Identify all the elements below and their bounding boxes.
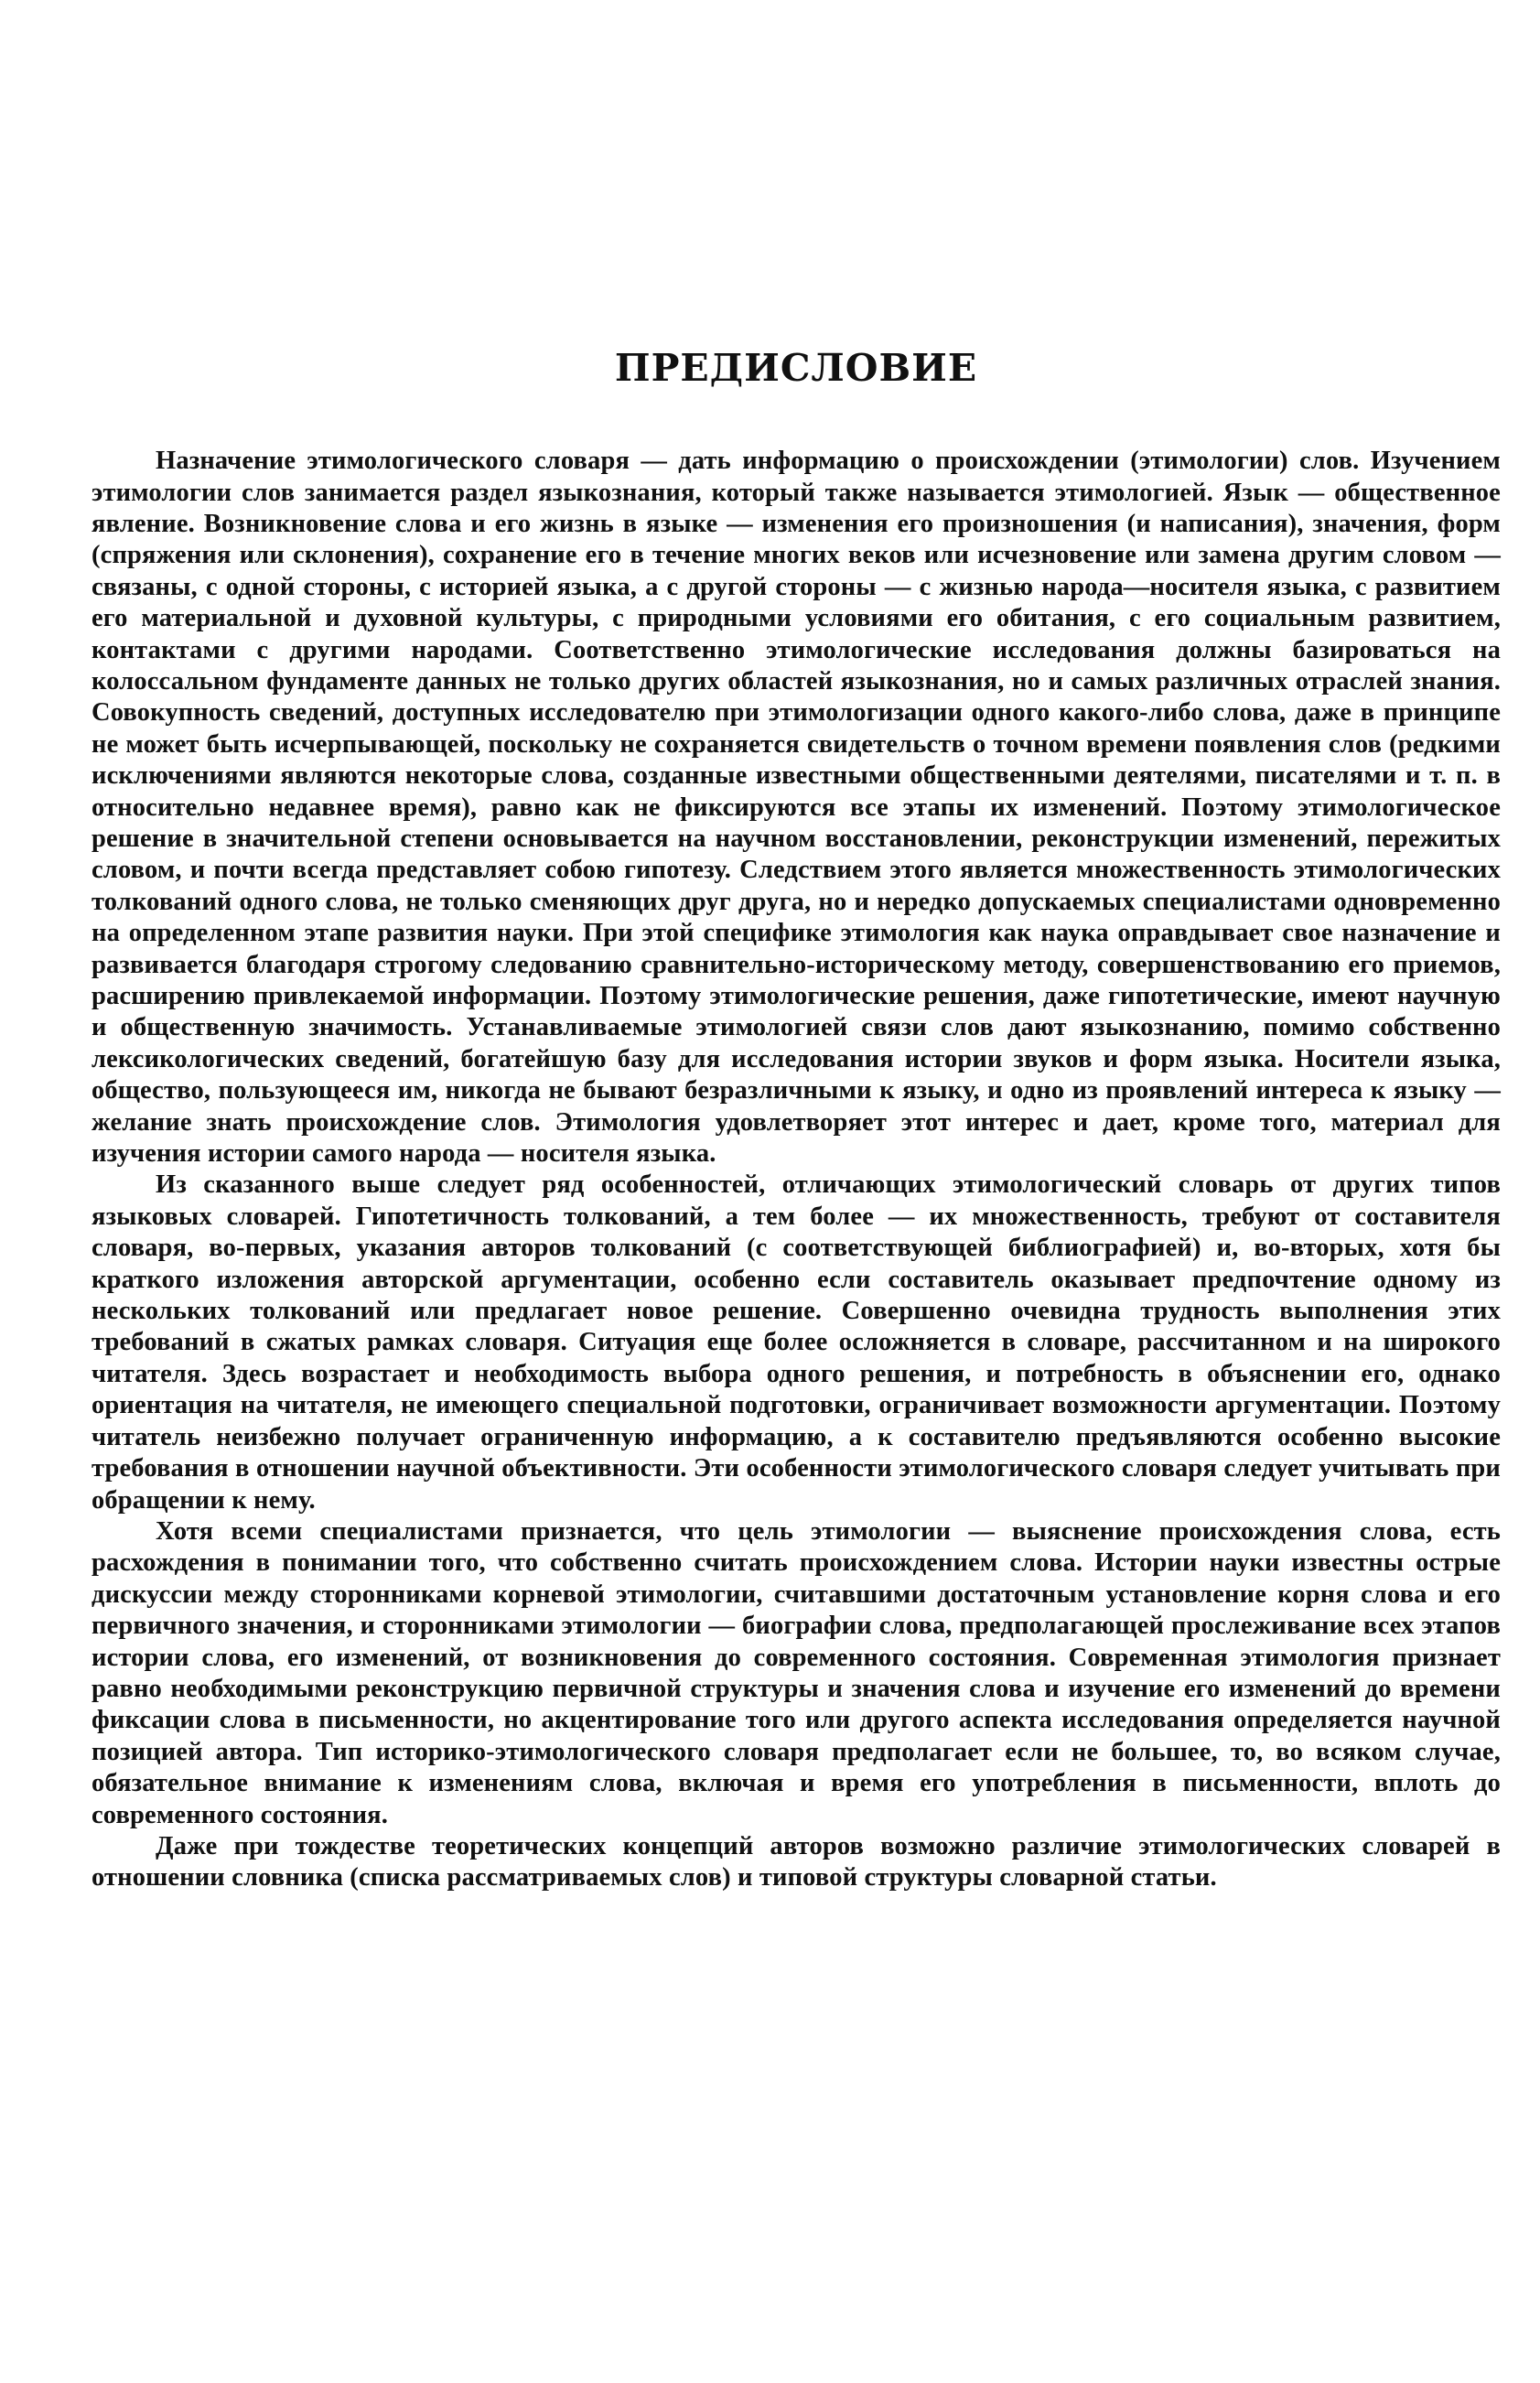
paragraph-4: Даже при тождестве теоретических концепций авторов возможно различие этимологических словарей в отношении словника (списка рассматриваемых слов) и типовой структуры словарной статьи.: [92, 1831, 1501, 1892]
paragraph-2: Из сказанного выше следует ряд особенностей, отличающих этимологический словарь от других типов языковых словарей. Гипотетичность толкований, а тем более — их множественность, требуют от составителя словаря, во-первых, указания авторов толкований (с соответствующей библиографией) и, во-вторых, хотя бы краткого изложения авторской аргументации, особенно если составитель оказывает предпочтение одному из нескольких толкований или предлагает новое решение. Совершенно очевидна трудность выполнения этих требований в сжатых рамках словаря. Ситуация еще более осложняется в словаре, рассчитанном и на широкого читателя. Здесь возрастает и необходимость выбора одного решения, и потребность в объяснении его, однако ориентация на читателя, не имеющего специальной подготовки, ограничивает возможности аргументации. Поэтому читатель неизбежно получает ограниченную информацию, а к составителю предъявляются особенно высокие требования в отношении научной объективности. Эти особенности этимологического словаря следует учитывать при обращении к нему.: [92, 1170, 1501, 1515]
paragraph-1: Назначение этимологического словаря — дать информацию о происхождении (этимологии) слов. Изучением этимологии слов занимается раздел языкознания, который также называется этимологией. Язык — общественное явление. Возникновение слова и его жизнь в языке — изменения его произношения (и написания), значения, форм (спряжения или склонения), сохранение его в течение многих веков или исчезновение или замена другим словом — связаны, с одной стороны, с историей языка, а с другой стороны — с жизнью народа—носителя языка, с развитием его материальной и духовной культуры, с природными условиями его обитания, с его социальным развитием, контактами с другими народами. Соответственно этимологические исследования должны базироваться на колоссальном фундаменте данных не только других областей языкознания, но и самых различных отраслей знания. Совокупность сведений, доступных исследователю при этимологизации одного какого-либо слова, даже в принципе не может быть исчерпывающей, поскольку не сохраняется свидетельств о точном времени появления слов (редкими исключениями являются некоторые слова, созданные известными общественными деятелями, писателями и т. п. в относительно недавнее время), равно как не фиксируются все этапы их изменений. Поэтому этимологическое решение в значительной степени основывается на научном восстановлении, реконструкции изменений, пережитых словом, и почти всегда представляет собою гипотезу. Следствием этого является множественность этимологических толкований одного слова, не только сменяющих друг друга, но и нередко допускаемых специалистами одновременно на определенном этапе развития науки. При этой специфике этимология как наука оправдывает свое назначение и развивается благодаря строгому следованию сравнительно-историческому методу, совершенствованию его приемов, расширению привлекаемой информации. Поэтому этимологические решения, даже гипотетические, имеют научную и общественную значимость. Устанавливаемые этимологией связи слов дают языкознанию, помимо собственно лексикологических сведений, богатейшую базу для исследования истории звуков и форм языка. Носители языка, общество, пользующееся им, никогда не бывают безразличными к языку, и одно из проявлений интереса к языку — желание знать происхождение слов. Этимология удовлетворяет этот интерес и дает, кроме того, материал для изучения истории самого народа — носителя языка.: [92, 447, 1501, 1169]
paragraph-3: Хотя всеми специалистами признается, что цель этимологии — выяснение происхождения слова, есть расхождения в понимании того, что собственно считать происхождением слова. Истории науки известны острые дискуссии между сторонниками корневой этимологии, считавшими достаточным установление корня слова и его первичного значения, и сторонниками этимологии — биографии слова, предполагающей прослеживание всех этапов истории слова, его изменений, от возникновения до современного состояния. Современная этимология признает равно необходимыми реконструкцию первичной структуры и значения слова и изучение его изменений до времени фиксации слова в письменности, но акцентирование того или другого аспекта исследования определяется научной позицией автора. Тип историко-этимологического словаря предполагает если не большее, то, во всяком случае, обязательное внимание к изменениям слова, включая и время его употребления в письменности, вплоть до современного состояния.: [92, 1516, 1501, 1829]
page-title: ПРЕДИСЛОВИЕ: [614, 346, 978, 390]
document-page: [92, 348, 1501, 1894]
